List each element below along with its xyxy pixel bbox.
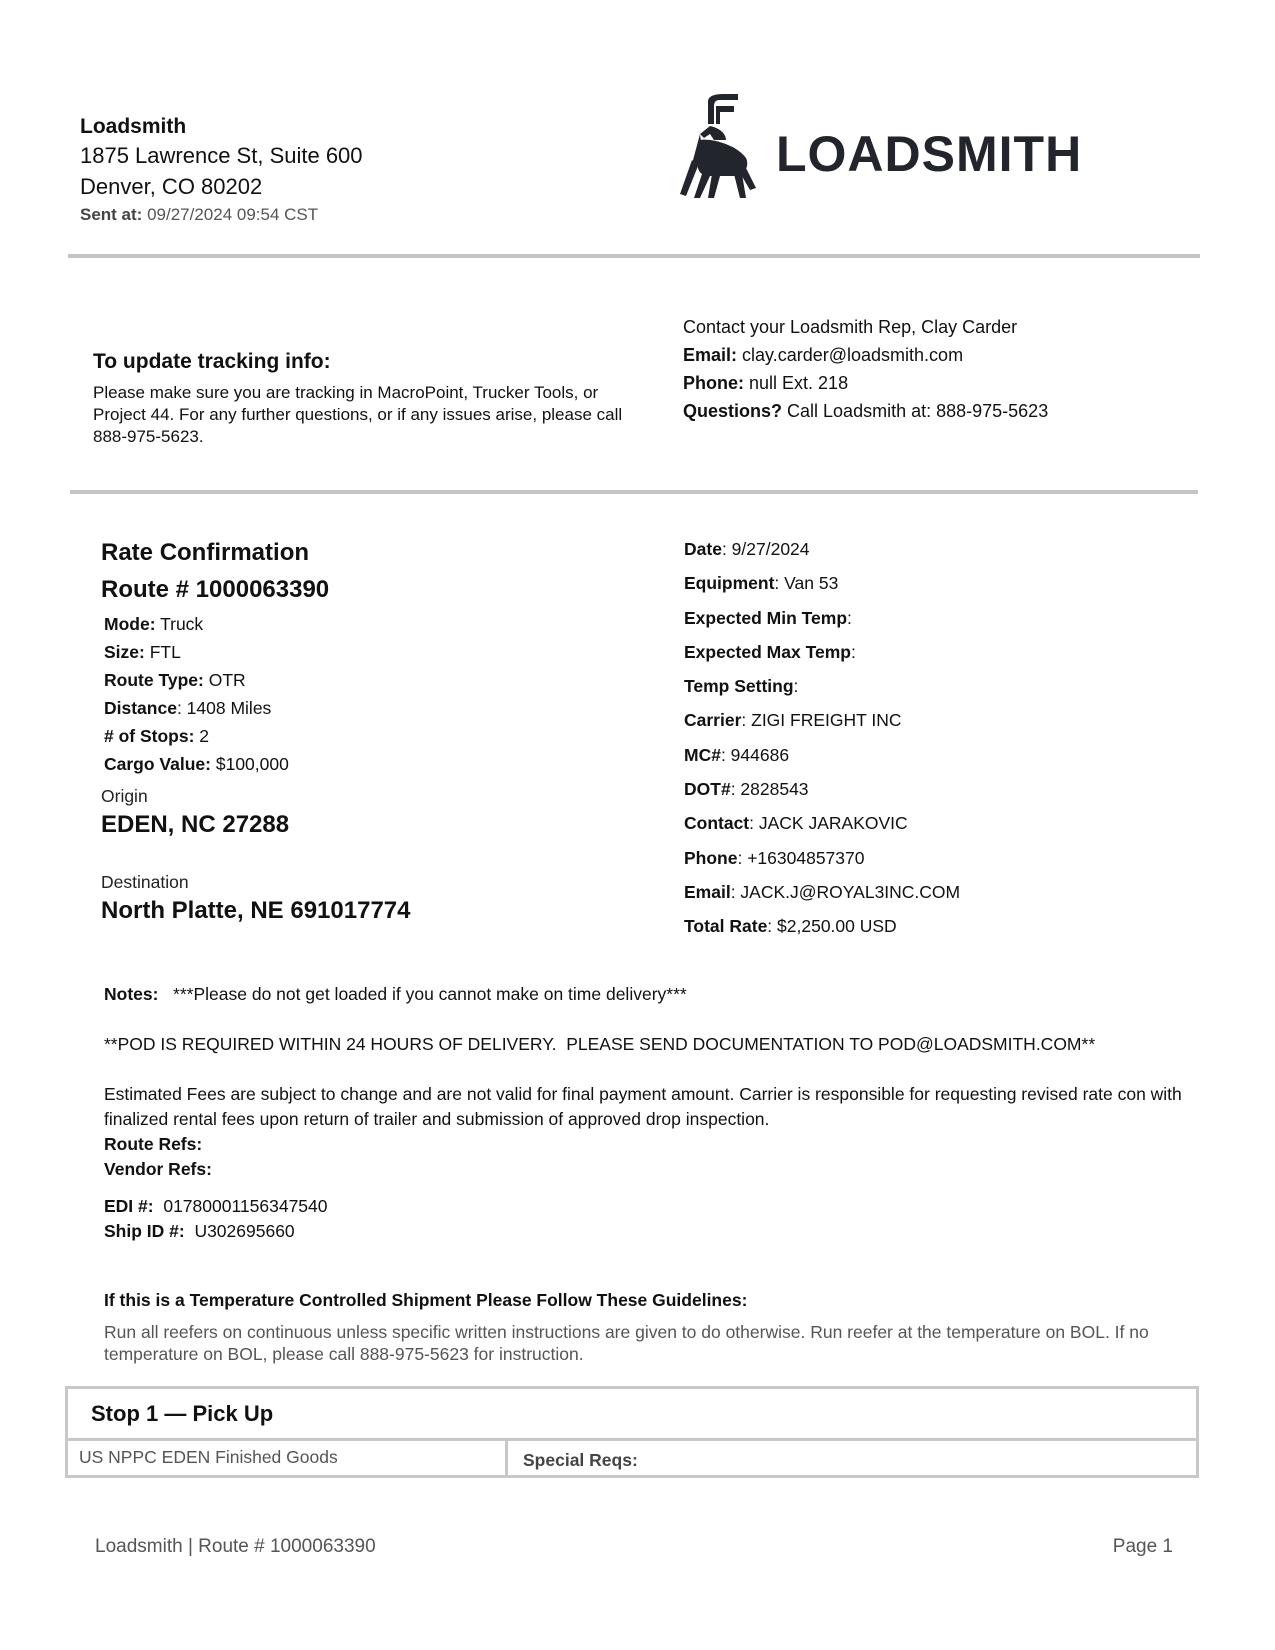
field-value: : $2,250.00 USD: [767, 916, 897, 937]
detail-label: Distance: [104, 698, 177, 718]
field-label: Carrier: [684, 710, 742, 731]
field-value: : 9/27/2024: [721, 539, 810, 559]
detail-value: 2: [199, 726, 210, 746]
field-label: Email: [684, 881, 731, 902]
refs-block: [104, 1132, 1184, 1182]
logo-wordmark: LOADSMITH: [776, 126, 1083, 182]
rep-email: [683, 341, 1203, 369]
field-email: [684, 875, 1244, 909]
field-carrier: [684, 703, 1244, 737]
detail-size: [104, 638, 661, 666]
rep-questions: [683, 397, 1203, 425]
field-value: :: [850, 641, 856, 662]
guidelines-title: If this is a Temperature Controlled Shipment Please Follow These Guidelines:: [104, 1290, 748, 1310]
header-divider: [68, 254, 1200, 258]
rep-phone-value: null Ext. 218: [749, 373, 849, 393]
footer-page-number: Page 1: [1112, 1536, 1173, 1557]
field-label: Temp Setting: [684, 676, 794, 697]
field-label: Expected Min Temp: [684, 607, 848, 628]
stop-divider: [68, 1438, 1196, 1441]
field-temp-setting: [684, 669, 1244, 703]
rep-questions-label: Questions?: [683, 401, 783, 421]
rate-confirmation-right: [684, 532, 1244, 944]
notes-text-2: **POD IS REQUIRED WITHIN 24 HOURS OF DELIVERY. PLEASE SEND DOCUMENTATION TO POD@LOADSMITH.COM**: [104, 1034, 1096, 1054]
field-value: : JACK.J@ROYAL3INC.COM: [730, 881, 961, 902]
tracking-info-section: [93, 348, 633, 448]
detail-mode: [104, 610, 661, 638]
detail-label: Size:: [104, 642, 145, 662]
detail-value: : 1408 Miles: [176, 698, 272, 718]
field-value: : +16304857370: [737, 847, 865, 868]
field-value: : JACK JARAKOVIC: [749, 813, 908, 834]
rep-phone: [683, 369, 1203, 397]
detail-cargo-value: [104, 750, 661, 778]
detail-value: OTR: [208, 670, 246, 690]
notes-text-3: Estimated Fees are subject to change and are not valid for final payment amount. Carrier is responsible for requesting revised rate con with finalized rental fees upon return of trailer and submission of approved drop inspection.: [104, 1084, 1182, 1129]
detail-stops: [104, 722, 661, 750]
field-label: Total Rate: [684, 916, 768, 937]
detail-distance: [104, 694, 661, 722]
field-value: : Van 53: [774, 573, 839, 594]
destination-label: Destination: [101, 872, 189, 892]
edi-label: EDI #:: [104, 1196, 154, 1216]
address-line-1: 1875 Lawrence St, Suite 600: [80, 143, 363, 168]
notes-section: [104, 982, 1184, 1244]
edi-number: [104, 1194, 1184, 1219]
stop-facility: US NPPC EDEN Finished Goods: [79, 1447, 338, 1467]
detail-value: $100,000: [215, 754, 289, 774]
stag-icon: [680, 94, 760, 198]
tracking-title: To update tracking info:: [93, 350, 331, 373]
ship-id-value: U302695660: [194, 1221, 295, 1241]
sent-at-value: 09/27/2024 09:54 CST: [147, 205, 319, 224]
destination-value: North Platte, NE 691017774: [101, 897, 411, 924]
field-phone: [684, 841, 1244, 875]
field-label: MC#: [684, 744, 721, 765]
field-label: Phone: [684, 847, 738, 868]
stop-title: Stop 1 — Pick Up: [91, 1401, 274, 1426]
notes-text-1: ***Please do not get loaded if you cannot make on time delivery***: [173, 984, 687, 1004]
notes-line-1: [104, 982, 1184, 1007]
address-line-2: Denver, CO 80202: [80, 174, 263, 199]
field-max-temp: [684, 635, 1244, 669]
origin-label: Origin: [101, 786, 148, 806]
detail-label: Route Type:: [104, 670, 204, 690]
detail-value: FTL: [149, 642, 181, 662]
detail-label: Mode:: [104, 614, 156, 634]
destination-block: [101, 870, 661, 928]
rep-contact-section: [683, 313, 1203, 425]
field-mc-number: [684, 738, 1244, 772]
field-equipment: [684, 566, 1244, 600]
rep-email-value[interactable]: clay.carder@loadsmith.com: [742, 345, 964, 365]
vendor-refs-label: Vendor Refs:: [104, 1159, 212, 1179]
company-address-block: [80, 114, 363, 227]
field-label: DOT#: [684, 779, 731, 800]
origin-value: EDEN, NC 27288: [101, 811, 290, 838]
field-contact: [684, 806, 1244, 840]
field-value: : 2828543: [730, 779, 809, 800]
tracking-text: Please make sure you are tracking in MacroPoint, Trucker Tools, or Project 44. For any further questions, or if any issues arise, please call 888-975-5623.: [93, 383, 623, 446]
guidelines-text: Run all reefers on continuous unless specific written instructions are given to do otherwise. Run reefer at the temperature on BOL. If no temperature on BOL, please call 888-975-5623 for instruction.: [104, 1322, 1149, 1364]
ship-id: [104, 1219, 1184, 1244]
footer-route: Loadsmith | Route # 1000063390: [95, 1536, 376, 1557]
field-min-temp: [684, 601, 1244, 635]
field-dot-number: [684, 772, 1244, 806]
detail-label: Cargo Value:: [104, 754, 211, 774]
field-total-rate: [684, 909, 1244, 943]
loadsmith-logo: [680, 94, 1150, 202]
field-label: Date: [684, 539, 722, 559]
field-label: Equipment: [684, 573, 775, 594]
stop-table: [65, 1386, 1199, 1478]
rate-confirmation-title: Rate Confirmation: [101, 539, 310, 566]
field-value: : ZIGI FREIGHT INC: [741, 710, 902, 731]
stop-column-divider: [505, 1438, 508, 1478]
field-value: :: [847, 607, 852, 628]
load-details-list: [101, 610, 661, 778]
origin-block: [101, 784, 661, 842]
detail-label: # of Stops:: [104, 726, 195, 746]
field-date: [684, 532, 1244, 566]
tracking-divider: [70, 490, 1198, 494]
rep-contact-line: Contact your Loadsmith Rep, Clay Carder: [683, 317, 1018, 337]
rep-email-label: Email:: [683, 345, 738, 365]
ids-block: [104, 1194, 1184, 1244]
special-reqs-label: Special Reqs:: [523, 1450, 638, 1470]
edi-value: 01780001156347540: [163, 1196, 328, 1216]
rep-phone-label: Phone:: [683, 373, 744, 393]
company-name: Loadsmith: [80, 115, 187, 138]
temperature-guidelines: [104, 1288, 1194, 1365]
rep-questions-value: Call Loadsmith at: 888-975-5623: [787, 401, 1049, 421]
rate-confirmation-left: [101, 534, 661, 928]
notes-label: Notes:: [104, 984, 159, 1004]
detail-route-type: [104, 666, 661, 694]
route-refs-label: Route Refs:: [104, 1134, 203, 1154]
route-heading: Route # 1000063390: [101, 576, 330, 603]
sent-at: [80, 203, 363, 227]
ship-id-label: Ship ID #:: [104, 1221, 185, 1241]
field-label: Expected Max Temp: [684, 641, 851, 662]
field-value: : 944686: [720, 744, 790, 765]
sent-at-label: Sent at:: [80, 205, 143, 224]
field-value: :: [793, 676, 799, 697]
field-label: Contact: [684, 813, 750, 834]
detail-value: Truck: [160, 614, 204, 634]
